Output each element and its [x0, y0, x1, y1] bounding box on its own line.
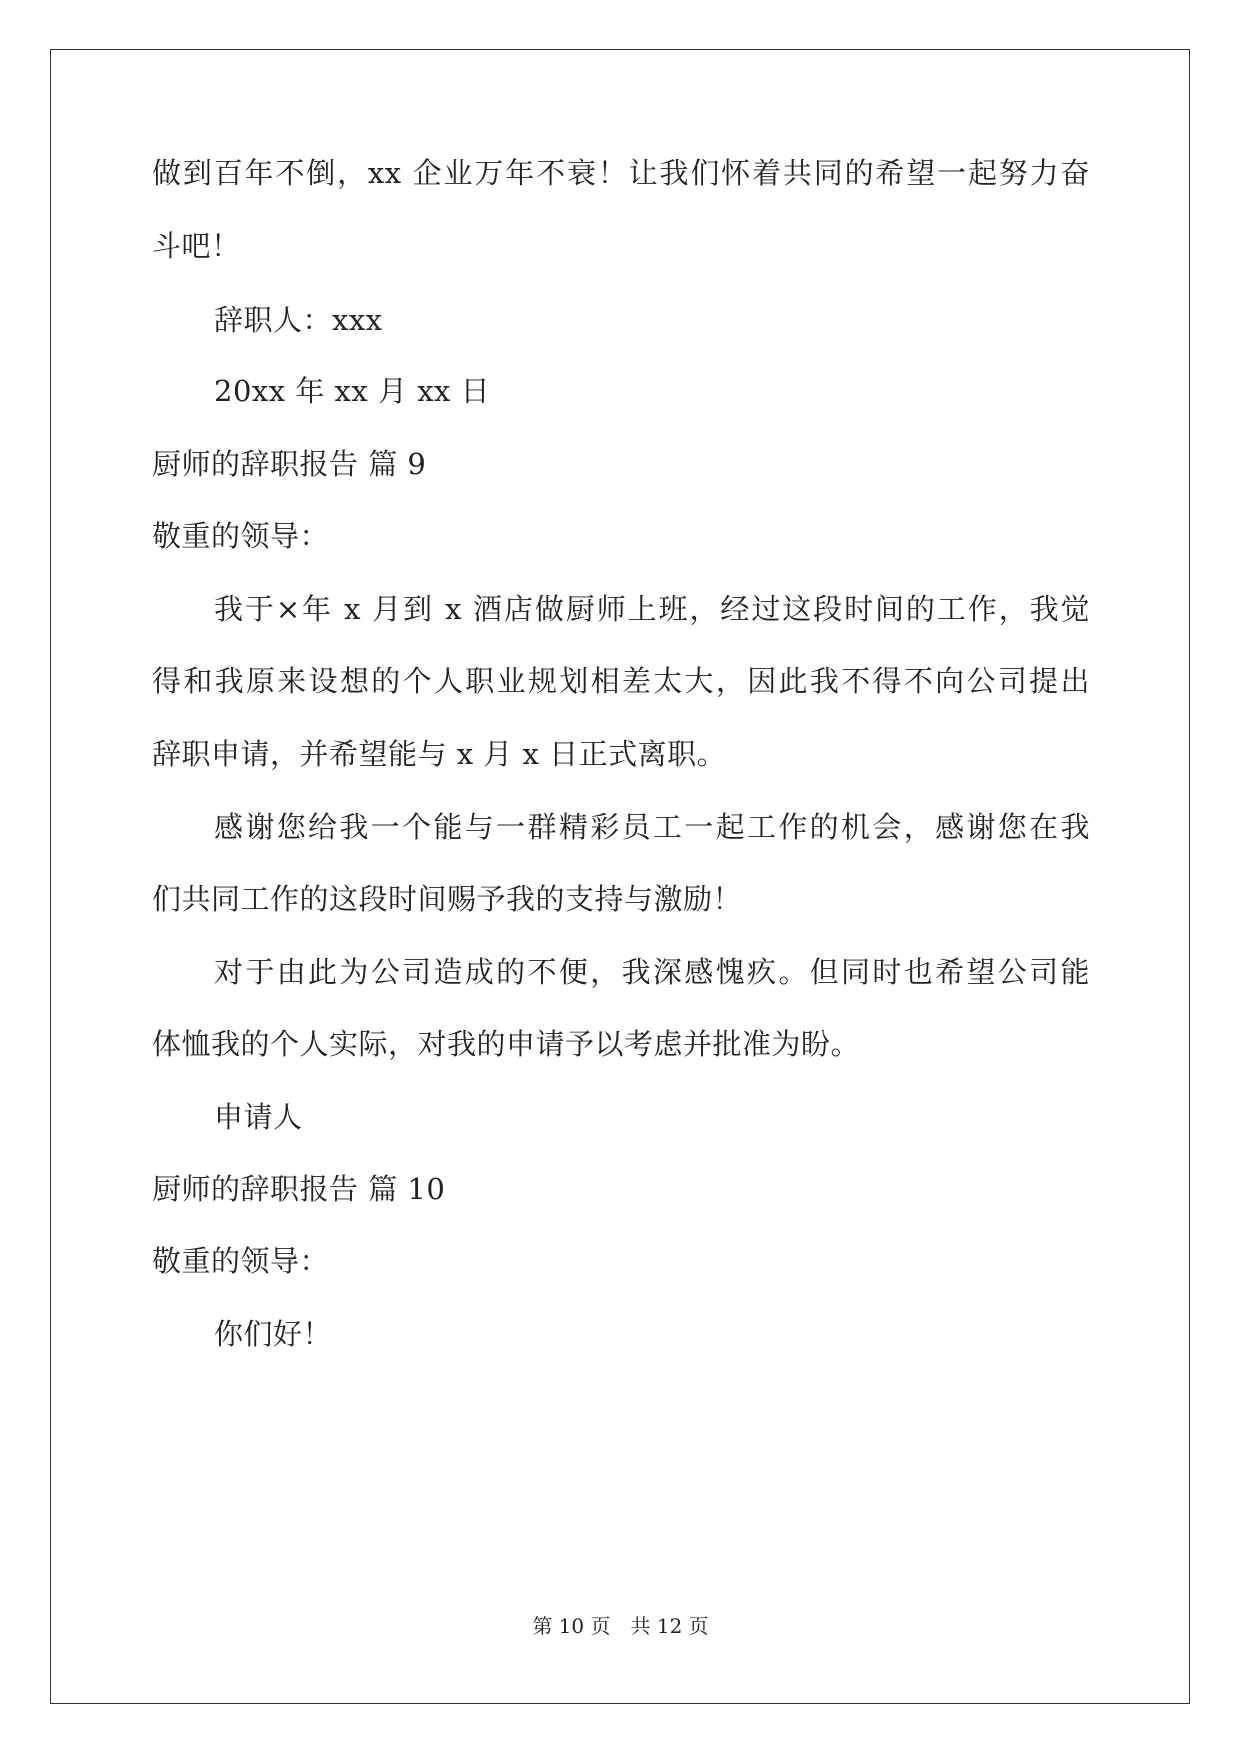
paragraph-line: 我于×年 x 月到 x 酒店做厨师上班，经过这段时间的工作，我觉	[214, 592, 1090, 626]
section-heading: 厨师的辞职报告 篇 10	[152, 1172, 446, 1206]
section-heading: 厨师的辞职报告 篇 9	[152, 447, 427, 481]
page-border	[50, 49, 1190, 1704]
salutation: 敬重的领导：	[152, 519, 330, 553]
greeting: 你们好！	[214, 1317, 333, 1351]
salutation: 敬重的领导：	[152, 1244, 330, 1278]
paragraph-line: 辞职申请，并希望能与 x 月 x 日正式离职。	[152, 737, 727, 771]
paragraph-line: 对于由此为公司造成的不便，我深感愧疚。但同时也希望公司能	[214, 955, 1090, 989]
paragraph-line: 做到百年不倒，xx 企业万年不衰！让我们怀着共同的希望一起努力奋	[152, 156, 1090, 190]
signature-name: 辞职人：xxx	[214, 303, 383, 337]
paragraph-line: 得和我原来设想的个人职业规划相差太大，因此我不得不向公司提出	[152, 664, 1090, 698]
page-number-label: 第 10 页 共 12 页	[532, 1614, 709, 1638]
paragraph-line: 感谢您给我一个能与一群精彩员工一起工作的机会，感谢您在我	[214, 810, 1090, 844]
page-number-footer	[0, 1613, 1241, 1639]
signature-date: 20xx 年 xx 月 xx 日	[214, 374, 491, 408]
paragraph-line: 体恤我的个人实际，对我的申请予以考虑并批准为盼。	[152, 1027, 861, 1061]
paragraph-line: 斗吧！	[152, 229, 241, 263]
paragraph-line: 们共同工作的这段时间赐予我的支持与激励！	[152, 882, 743, 916]
signature-label: 申请人	[214, 1100, 303, 1134]
